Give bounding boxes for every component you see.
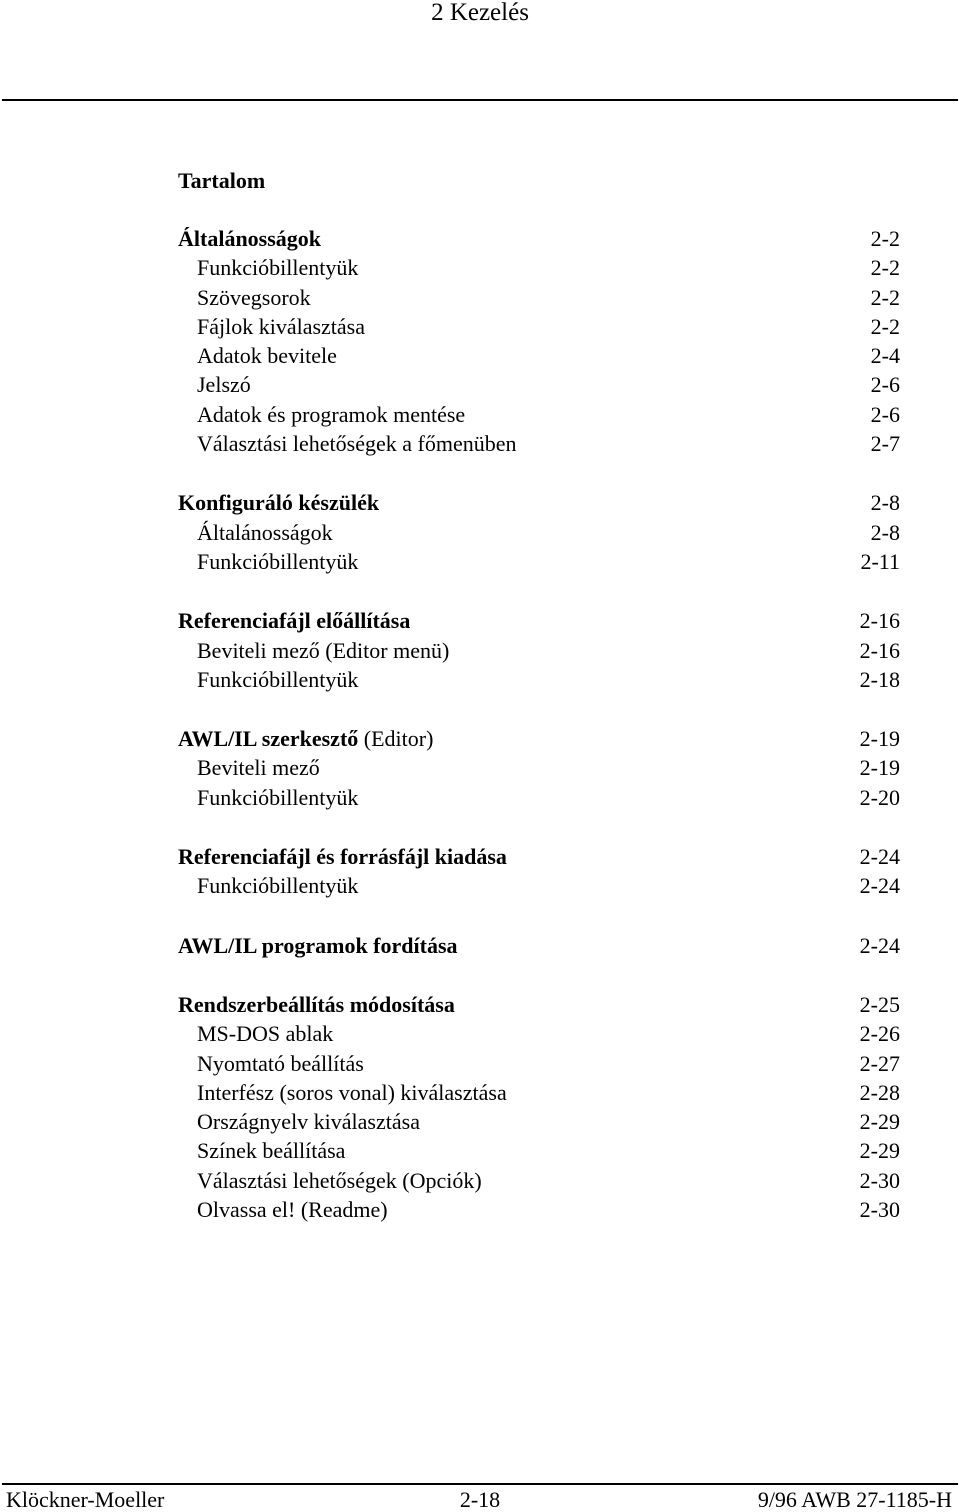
toc-sub-entry-title: Funkcióbillentyük — [197, 666, 359, 692]
toc-main-entry[interactable] — [178, 931, 900, 960]
toc-main-entry-title — [178, 842, 507, 871]
toc-sub-entry-page: 2-11 — [860, 548, 900, 574]
footer-doc-code: 9/96 AWB 27-1185-H — [757, 1487, 952, 1512]
toc-main-entry-page: 2-16 — [859, 608, 900, 634]
toc-main-entry-title-text: AWL/IL programok fordítása — [178, 932, 458, 958]
toc-sub-entry[interactable] — [178, 1078, 900, 1107]
toc-heading: Tartalom — [178, 168, 266, 193]
toc-main-entry-title — [178, 606, 410, 635]
toc-sub-entry[interactable] — [178, 370, 900, 399]
toc-sub-entry-title: Jelszó — [197, 372, 251, 398]
toc-sub-entry[interactable] — [178, 1195, 900, 1224]
toc-sub-entry-page: 2-29 — [859, 1138, 900, 1164]
toc-main-entry-title-text: Referenciafájl előállítása — [178, 608, 411, 634]
toc-sub-entry-title: Beviteli mező (Editor menü) — [197, 637, 450, 663]
toc-sub-entry[interactable] — [178, 1019, 900, 1048]
toc-sub-entry[interactable] — [178, 1107, 900, 1136]
toc-sub-entry-page: 2-6 — [870, 401, 900, 427]
toc-sub-entry-title: MS-DOS ablak — [197, 1021, 334, 1047]
toc-section — [178, 842, 900, 901]
toc-sub-entry[interactable] — [178, 400, 900, 429]
toc-sub-entry-page: 2-2 — [870, 284, 900, 310]
toc-sub-entry-page: 2-6 — [870, 372, 900, 398]
header-divider — [2, 99, 958, 101]
toc-main-entry[interactable] — [178, 488, 900, 517]
toc-sub-entry-page: 2-29 — [859, 1109, 900, 1135]
toc-main-entry-title — [178, 224, 321, 253]
toc-sub-entry-title: Választási lehetőségek (Opciók) — [197, 1167, 482, 1193]
toc-main-entry-title-text: Általánosságok — [178, 226, 322, 251]
toc-main-entry-title-text: Konfiguráló készülék — [178, 490, 380, 516]
toc-main-entry[interactable] — [178, 224, 900, 253]
toc-sub-entry-page: 2-2 — [870, 255, 900, 281]
toc-sub-entry-page: 2-30 — [859, 1167, 900, 1193]
toc-section — [178, 606, 900, 694]
toc-sub-entry-page: 2-19 — [859, 755, 900, 781]
toc-sub-entry[interactable] — [178, 1136, 900, 1165]
toc-sub-entry[interactable] — [178, 1049, 900, 1078]
toc-sub-entry-page: 2-20 — [859, 784, 900, 810]
toc-sub-entry-page: 2-24 — [859, 873, 900, 899]
page-header-title: 2 Kezelés — [431, 0, 529, 26]
toc-sub-entry-title: Szövegsorok — [197, 284, 311, 310]
toc-sub-entry[interactable] — [178, 341, 900, 370]
toc-main-entry-title-text: Referenciafájl és forrásfájl kiadása — [178, 844, 507, 870]
toc-sub-entry-title: Interfész (soros vonal) kiválasztása — [197, 1079, 507, 1105]
toc-main-entry[interactable] — [178, 990, 900, 1019]
toc-section — [178, 224, 900, 458]
toc-sub-entry[interactable] — [178, 547, 900, 576]
toc-sub-entry-title: Választási lehetőségek a főmenüben — [197, 431, 517, 457]
toc-sub-entry-title: Olvassa el! (Readme) — [197, 1197, 388, 1223]
toc-main-entry[interactable] — [178, 724, 900, 753]
toc-sub-entry-page: 2-4 — [870, 343, 900, 369]
toc-main-entry-title — [178, 724, 433, 753]
footer-page-number: 2-18 — [459, 1487, 501, 1512]
toc-sub-entry[interactable] — [178, 783, 900, 812]
toc-sub-entry[interactable] — [178, 312, 900, 341]
toc-main-entry-page: 2-25 — [859, 991, 900, 1017]
toc-section — [178, 931, 900, 960]
toc-sub-entry[interactable] — [178, 665, 900, 694]
toc-sub-entry[interactable] — [178, 518, 900, 547]
toc-sub-entry[interactable] — [178, 429, 900, 458]
toc-sub-entry-title: Országnyelv kiválasztása — [197, 1109, 420, 1135]
footer-divider — [2, 1483, 958, 1485]
toc-sub-entry-title: Nyomtató beállítás — [197, 1050, 364, 1076]
toc-main-entry-page: 2-2 — [870, 226, 900, 251]
footer-publisher: Klöckner-Moeller — [6, 1487, 165, 1512]
toc-sub-entry-title: Funkcióbillentyük — [197, 784, 359, 810]
toc-sub-entry-page: 2-27 — [859, 1050, 900, 1076]
toc-sub-entry-title: Fájlok kiválasztása — [197, 313, 366, 339]
toc-sub-entry-page: 2-26 — [859, 1021, 900, 1047]
toc-main-entry-title — [178, 488, 379, 517]
toc-sub-entry-title: Adatok bevitele — [197, 343, 337, 369]
toc-sub-entry-title: Adatok és programok mentése — [197, 401, 466, 427]
toc-sub-entry-title: Funkcióbillentyük — [197, 548, 359, 574]
toc-sub-entry-page: 2-8 — [870, 519, 900, 545]
page-footer — [0, 1488, 960, 1510]
toc-sub-entry-title: Általánosságok — [197, 519, 333, 545]
toc-main-entry-title — [178, 990, 455, 1019]
toc-sub-entry-title: Funkcióbillentyük — [197, 255, 359, 281]
toc-main-entry[interactable] — [178, 606, 900, 635]
toc-sub-entry[interactable] — [178, 636, 900, 665]
toc-main-entry-page: 2-24 — [859, 844, 900, 870]
toc-main-entry-title-suffix: (Editor) — [358, 726, 434, 752]
toc-section — [178, 488, 900, 576]
toc-sub-entry-page: 2-2 — [870, 313, 900, 339]
toc-sub-entry-page: 2-7 — [870, 431, 900, 457]
toc-sub-entry[interactable] — [178, 253, 900, 282]
toc-sub-entry-title: Színek beállítása — [197, 1138, 346, 1164]
toc-main-entry-page: 2-8 — [870, 490, 900, 516]
table-of-contents — [178, 224, 900, 1254]
toc-sub-entry[interactable] — [178, 753, 900, 782]
toc-sub-entry-page: 2-30 — [859, 1197, 900, 1223]
toc-sub-entry-page: 2-28 — [859, 1079, 900, 1105]
toc-sub-entry-page: 2-18 — [859, 666, 900, 692]
toc-main-entry[interactable] — [178, 842, 900, 871]
toc-main-entry-page: 2-24 — [859, 932, 900, 958]
toc-sub-entry-page: 2-16 — [859, 637, 900, 663]
toc-main-entry-title-text: Rendszerbeállítás módosítása — [178, 991, 455, 1017]
toc-section — [178, 724, 900, 812]
toc-sub-entry-title: Funkcióbillentyük — [197, 873, 359, 899]
toc-section — [178, 990, 900, 1224]
toc-sub-entry-title: Beviteli mező — [197, 755, 320, 781]
toc-sub-entry[interactable] — [178, 1166, 900, 1195]
toc-main-entry-page: 2-19 — [859, 726, 900, 752]
toc-main-entry-title-text: AWL/IL szerkesztő — [178, 726, 359, 752]
toc-sub-entry[interactable] — [178, 871, 900, 900]
toc-main-entry-title — [178, 931, 458, 960]
toc-sub-entry[interactable] — [178, 283, 900, 312]
